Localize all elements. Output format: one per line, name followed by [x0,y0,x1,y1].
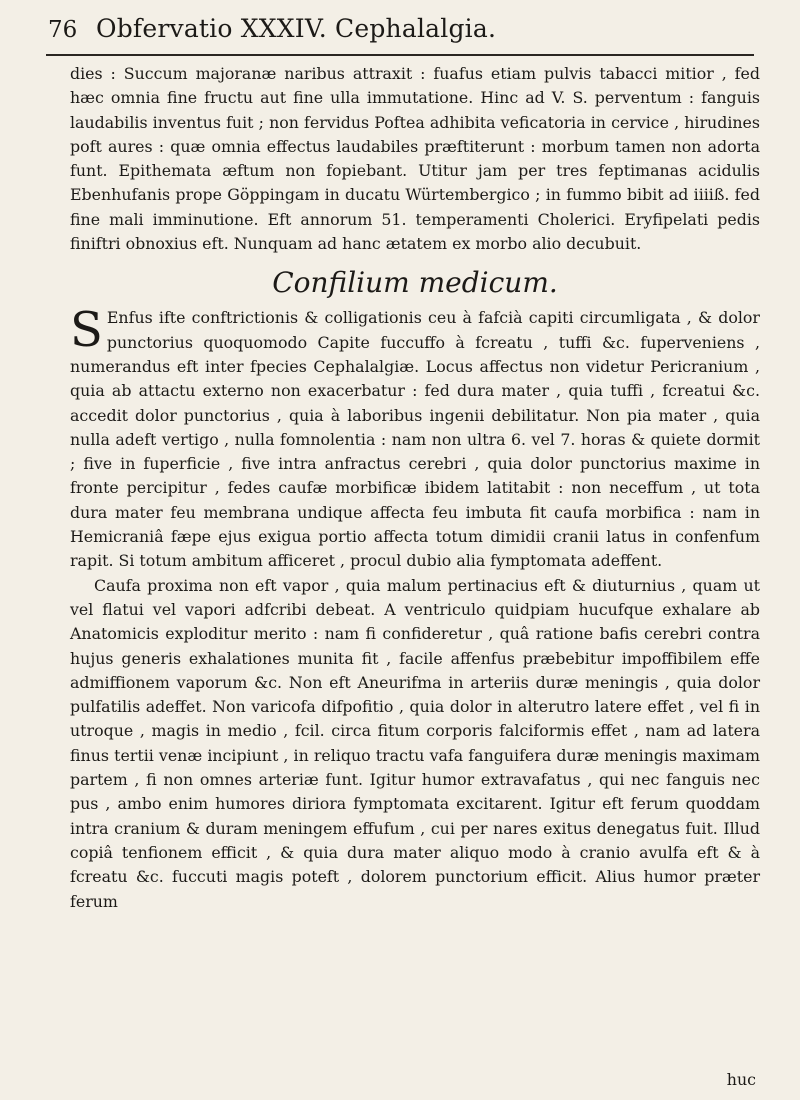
section-heading: Confilium medicum. [272,266,558,300]
header-rule [46,54,754,56]
consilium-paragraph-2: Caufa proxima non eft vapor , quia malum pertinacius eft & diuturnius , quam ut vel flatui vel vapori adfcribi debeat. A ventriculo quidpiam hucufque exhalare ab Anatomicis exploditur merito : nam fi confideretur , quâ ratione bafis cerebri contra hujus generis exhalationes munita fit , facile affenfus præbebitur impoffibilem effe admiffionem vaporum &c. Non eft Aneurifma in arteriis duræ meningis , quia dolor pulfatilis adeffet. Non varicofa difpofitio , quia dolor in alterutro latere effet , vel fi in utroque , magis in medio , fcil. circa fitum corporis falciformis effet , nam ad latera finus tertii venæ incipiunt , in reliquo tractu vafa fanguifera duræ meningis maximam partem , fi non omnes arteriæ funt. Igitur humor extravafatus , qui nec fanguis nec pus , ambo enim humores diriora fymptomata excitarent. Igitur eft ferum quoddam intra cranium & duram meningem effufum , cui per nares exitus denegatus fuit. Illud copiâ tenfionem efficit , & quia dura mater aliquo modo à cranio avulfa eft & à fcreatu &c. fuccuti magis poteft , dolorem punctorium efficit. Alius humor præter ferum [70,575,760,911]
drop-cap: S [70,302,103,359]
running-head: Obfervatio XXXIV. Cephalalgia. [96,14,497,43]
page-header [48,14,748,52]
consilium-paragraph-1 [70,302,760,573]
case-continuation-paragraph: dies : Succum majoranæ naribus attraxit : fuafus etiam pulvis tabacci mitior , fed hæc omnia fine fructu aut fine ulla immutatione. Hinc ad V. S. perventum : fanguis laudabilis inventus fuit ; non fervidus Poftea adhibita veficatoria in cervice , hirudines poft aures : quæ omnia effectus laudabiles præftiterunt : morbum tamen non adorta funt. Epithemata æftum non fopiebant. Utitur jam per tres feptimanas acidulis Ebenhufanis prope Göppingam in ducatu Würtembergico ; in fummo bibit ad iiiiß. fed fine mali imminutione. Eft annorum 51. temperamenti Cholerici. Eryfipelati pedis finiftri obnoxius eft. Nunquam ad hanc ætatem ex morbo alio decubuit. [70,64,760,254]
text-body [70,62,760,914]
consilium-paragraph-1-text: Enfus ifte conftrictionis & colligationis ceu à fafcià capiti circumligata , & dolor punctorius quoquomodo Capite fuccuffo à fcreatu , tuffi &c. fuperveniens , numerandus eft inter fpecies Cephalalgiæ. Locus affectus non videtur Pericranium , quia ab attactu externo non exacerbatur : fed dura mater , quia tuffi , fcreatui &c. accedit dolor punctorius , quia à laboribus ingenii debilitatur. Non pia mater , quia nulla adeft vertigo , nulla fomnolentia : nam non ultra 6. vel 7. horas & quiete dormit ; five in fuperficie , five intra anfractus cerebri , quia dolor punctorius maxime in fronte percipitur , fedes caufæ morbificæ ibidem latitabit : non neceffum , ut tota dura mater feu membrana undique affecta feu imbuta fit caufa morbifica : nam in Hemicraniâ fæpe ejus exigua portio affecta totum dimidii cranii latus in confenfum rapit. Si totum ambitum afficeret , procul dubio alia fymptomata adeffent. [70,308,760,571]
catchword: huc [726,1070,756,1089]
page-number: 76 [48,17,78,43]
